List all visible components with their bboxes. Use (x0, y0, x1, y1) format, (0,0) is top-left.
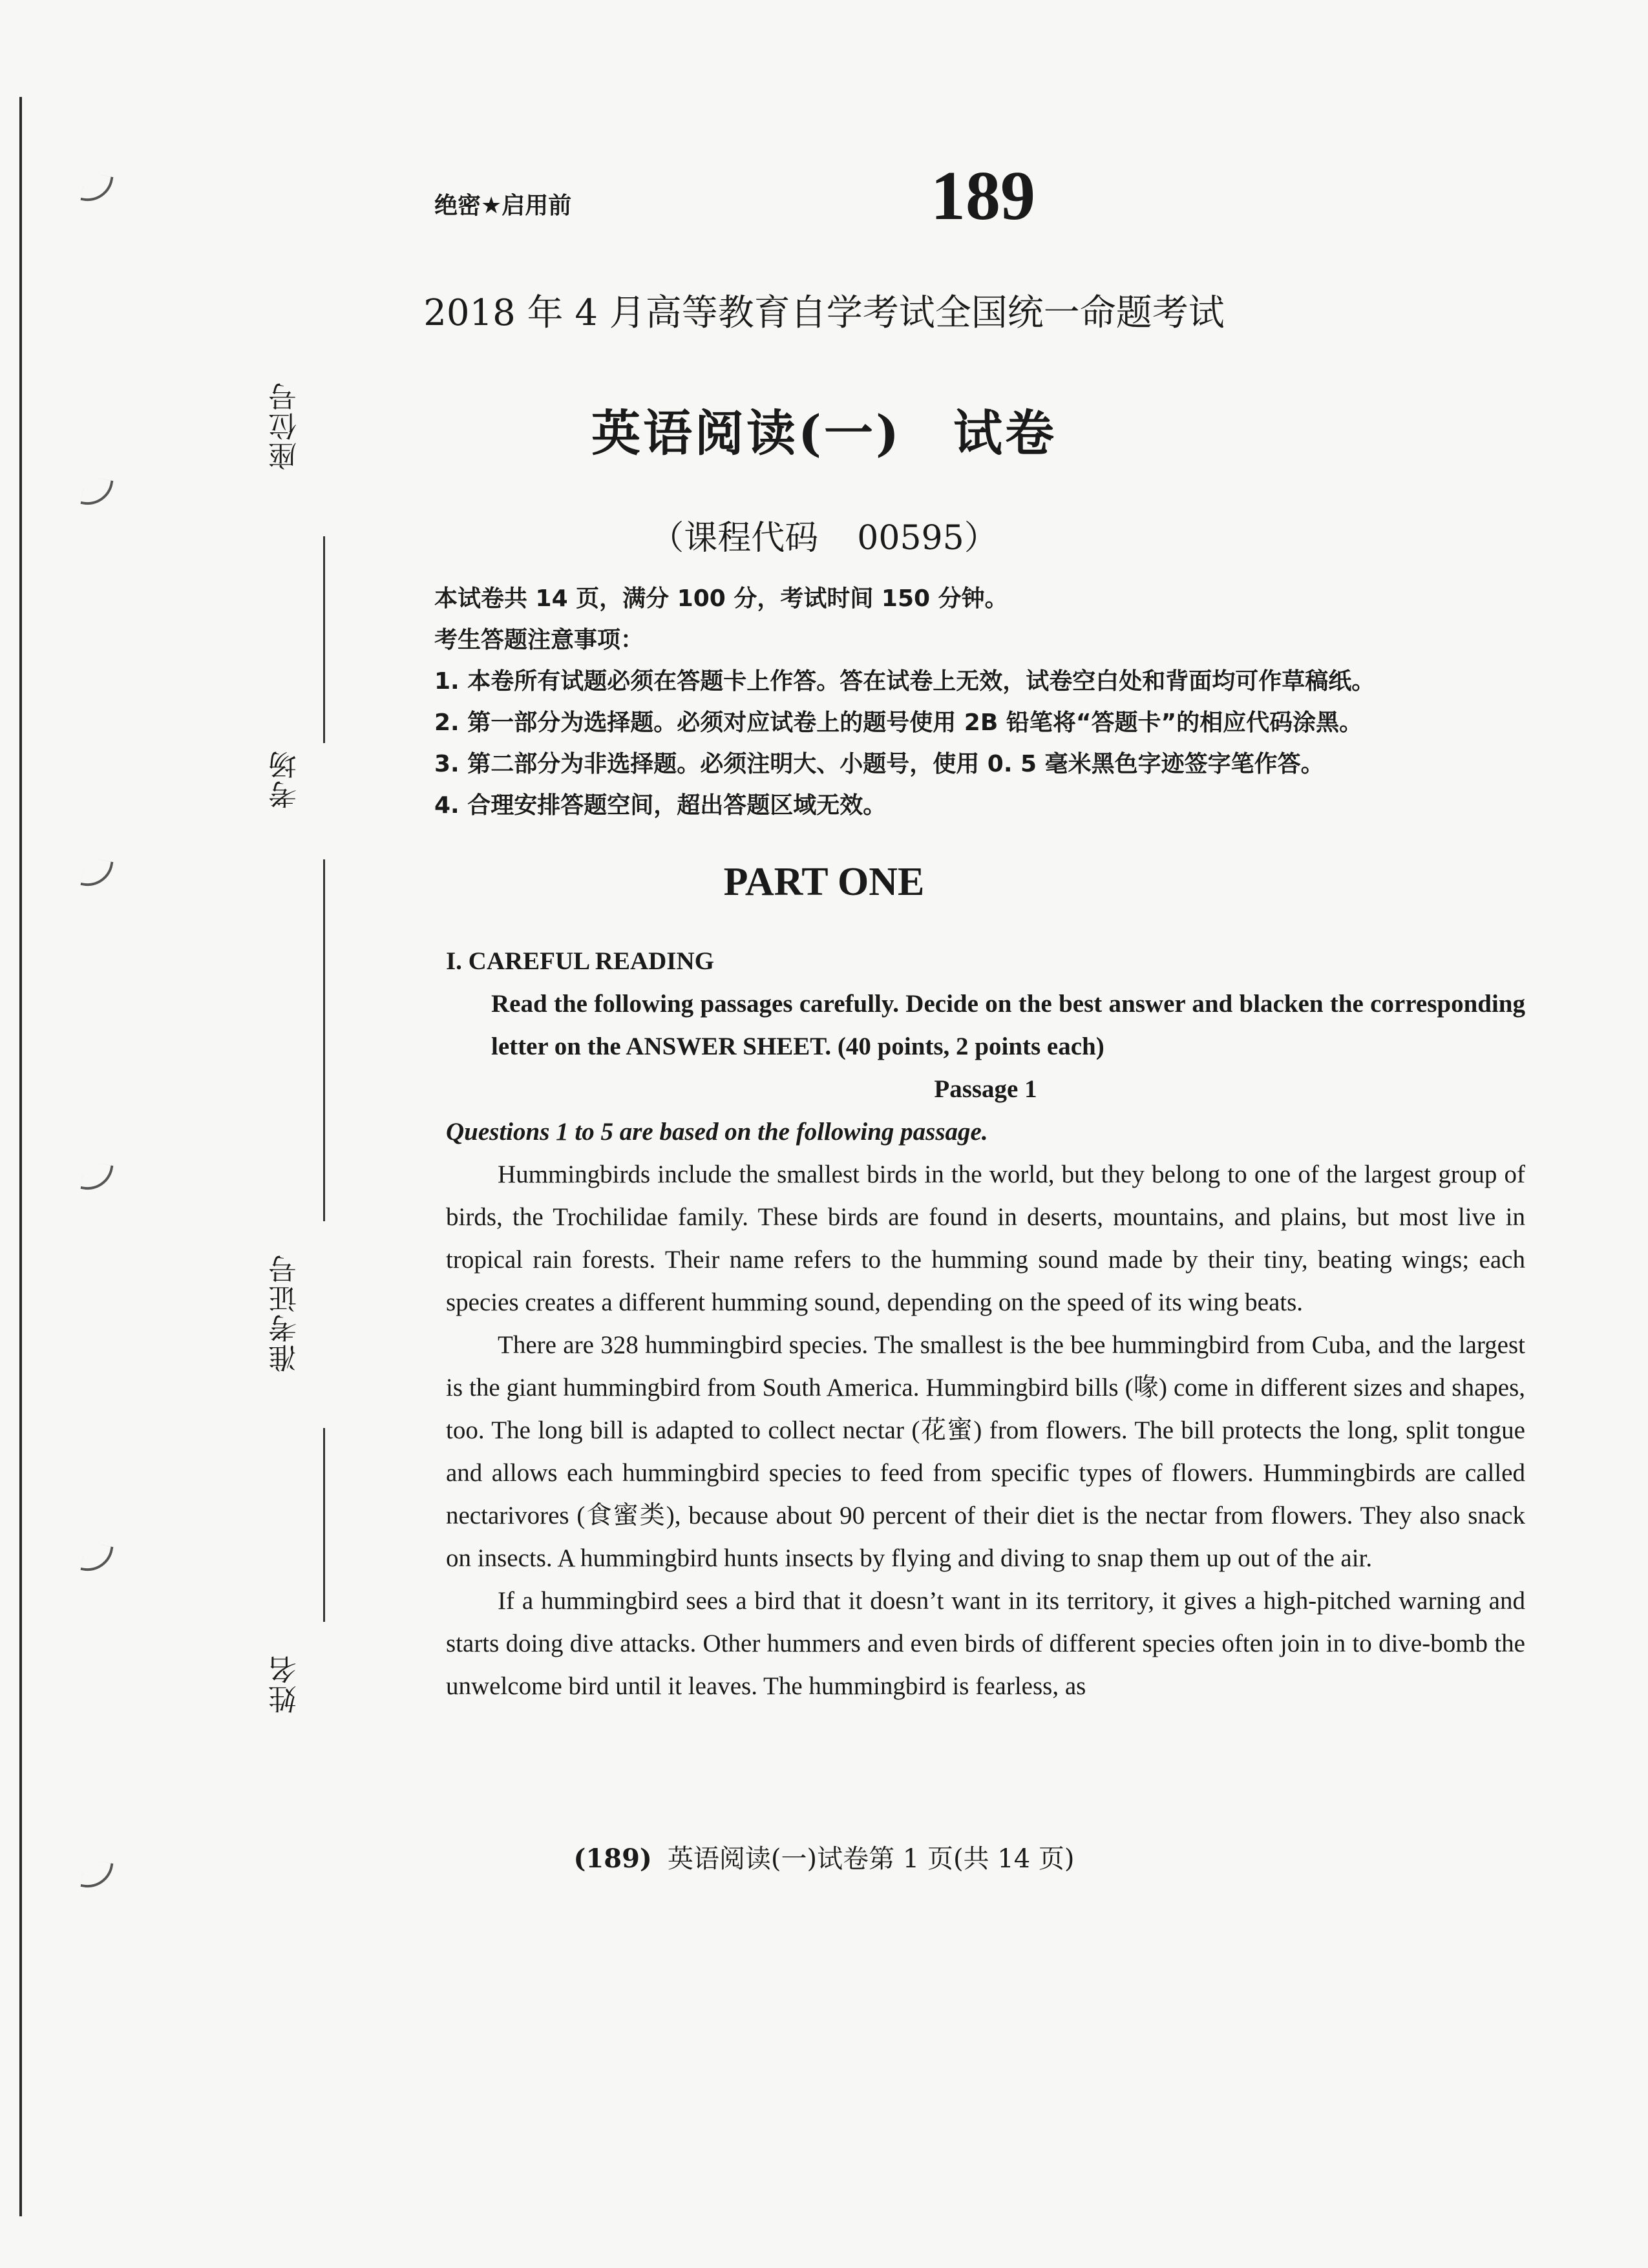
paper-title-main: 英语阅读(一) (591, 404, 902, 462)
page-footer (0, 1838, 1648, 1875)
passage-label: Passage 1 (934, 1075, 1037, 1103)
notice-summary: 本试卷共 14 页，满分 100 分，考试时间 150 分钟。 (434, 585, 1008, 612)
questions-note: Questions 1 to 5 are based on the following passage. (446, 1118, 988, 1146)
course-code (0, 510, 1648, 559)
page-code: 189 (931, 158, 1035, 235)
confidential-label: 绝密★启用前 (434, 193, 572, 219)
passage-paragraph: Hummingbirds include the smallest birds in the world, but they belong to one of the largest group of birds, the Trochilidae family. These birds are found in deserts, mountains, and plains, but most live in tropical rain forests. Their name refers to the humming sound made by their tiny, beating wings; each species creates a different humming sound, depending on the speed of its wing beats. (446, 1160, 1525, 1316)
seat-number-label: 座位号 (269, 381, 302, 470)
seat-number-line (323, 536, 325, 743)
admission-number-field (271, 1254, 300, 1372)
part-title: PART ONE (723, 860, 925, 904)
course-code-value: 00595） (857, 519, 998, 558)
passage-paragraph: If a hummingbird sees a bird that it doesn’t want in its territory, it gives a high-pitched warning and starts doing dive attacks. Other hummers and even birds of different species often join in to dive-bomb the unwelcome bird until it leaves. The hummingbird is fearless, as (446, 1587, 1525, 1700)
notice-heading: 考生答题注意事项： (434, 627, 644, 653)
name-label: 姓名 (269, 1654, 302, 1714)
footer-text: 英语阅读(一)试卷第 1 页(共 14 页) (667, 1844, 1075, 1874)
paper-title (0, 394, 1648, 465)
notice-item: 4. 合理安排答题空间，超出答题区域无效。 (434, 792, 887, 819)
exam-room-line (323, 859, 325, 1221)
footer-code: (189) (573, 1843, 652, 1874)
admission-number-label: 准考证号 (269, 1254, 302, 1372)
exam-title: 2018 年 4 月高等教育自学考试全国统一命题考试 (423, 292, 1225, 334)
name-field (271, 1654, 300, 1714)
exam-room-field (271, 750, 300, 809)
exam-room-label: 考场 (269, 750, 302, 809)
punch-hole-mark (81, 173, 114, 205)
notice-item: 2. 第一部分为选择题。必须对应试卷上的题号使用 2B 铅笔将“答题卡”的相应代码涂黑。 (434, 709, 1363, 736)
course-code-prefix: （课程代码 (650, 519, 819, 558)
exam-notice (434, 578, 1533, 826)
punch-hole-mark (81, 1542, 114, 1575)
section-instruction: Read the following passages carefully. Decide on the best answer and blacken the corresponding letter on the ANSWER SHEET. (40 points, 2 points each) (491, 990, 1525, 1060)
section-heading: I. CAREFUL READING (446, 947, 714, 975)
notice-item: 3. 第二部分为非选择题。必须注明大、小题号，使用 0. 5 毫米黑色字迹签字笔作答。 (434, 751, 1324, 777)
paper-title-suffix: 试卷 (953, 404, 1057, 462)
punch-hole-mark (81, 1161, 114, 1194)
admission-number-line (323, 1428, 325, 1622)
punch-hole-mark (81, 476, 114, 509)
passage-paragraph: There are 328 hummingbird species. The smallest is the bee hummingbird from Cuba, and the largest is the giant hummingbird from South America. Hummingbird bills (喙) come in different sizes and shapes, too. The long bill is adapted to collect nectar (花蜜) from flowers. The bill protects the long, split tongue and allows each hummingbird species to feed from specific types of flowers. Hummingbirds are called nectarivores (食蜜类), because about 90 percent of their diet is the nectar from flowers. They also snack on insects. A hummingbird hunts insects by flying and diving to snap them up out of the air. (446, 1331, 1525, 1572)
notice-item: 1. 本卷所有试题必须在答题卡上作答。答在试卷上无效，试卷空白处和背面均可作草稿纸。 (434, 668, 1375, 695)
reading-section (446, 940, 1525, 1708)
